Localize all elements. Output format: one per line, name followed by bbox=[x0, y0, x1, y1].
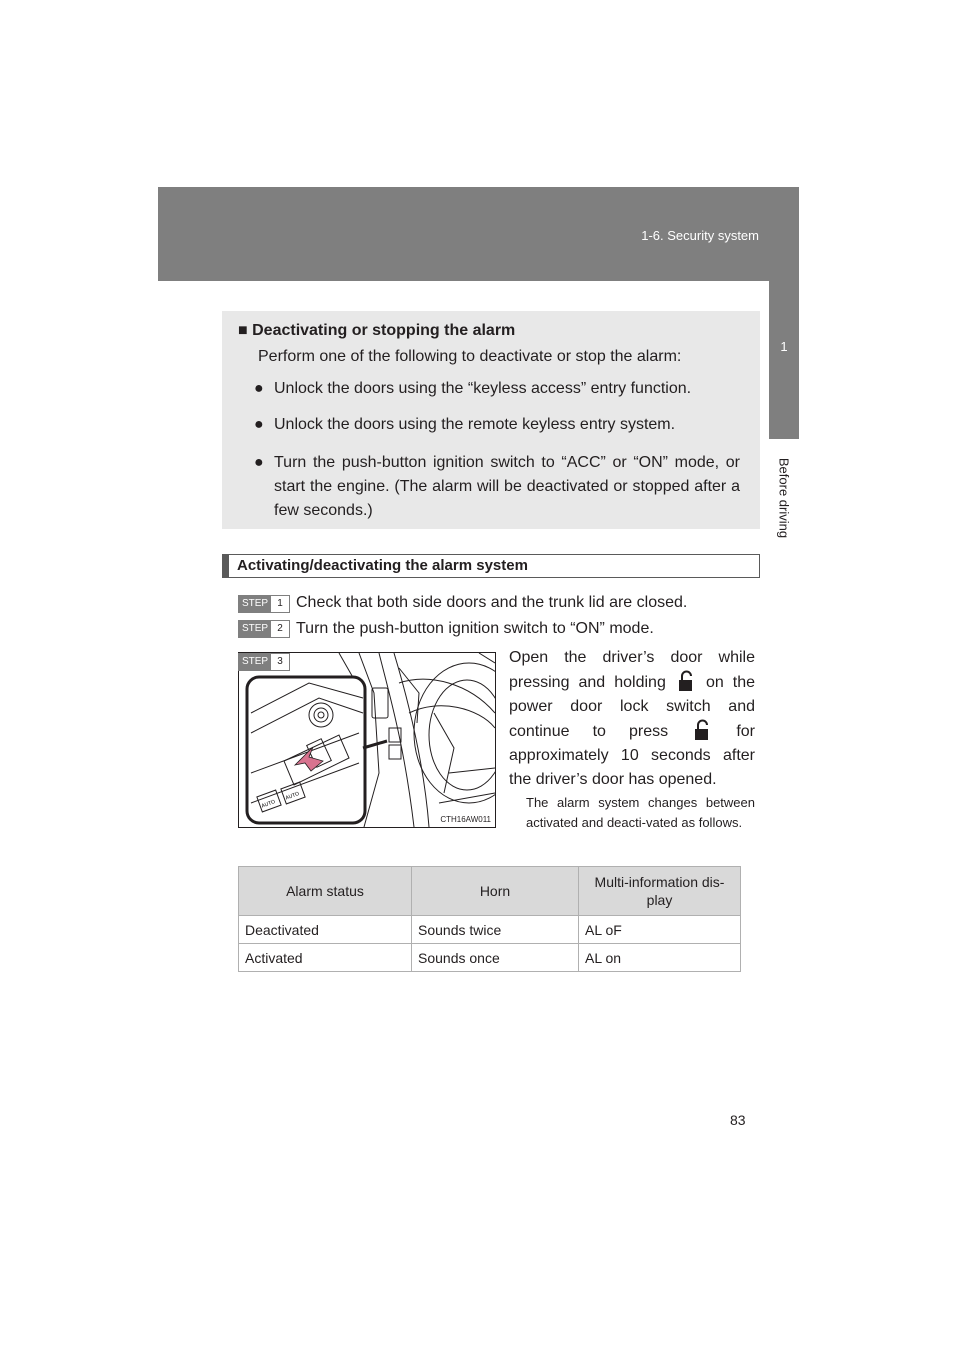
table-row bbox=[239, 916, 741, 944]
column-header: Multi-information dis-play bbox=[579, 867, 741, 916]
step-3-text-c: for approximately 10 seconds after the driver’s door has opened. bbox=[509, 723, 755, 788]
step-2-text: Turn the push-button ignition switch to “ON” mode. bbox=[296, 620, 654, 637]
step-3-text-b: on the power door lock switch and continue to press bbox=[509, 674, 756, 740]
step-number: 2 bbox=[277, 623, 283, 634]
chapter-side-label bbox=[771, 453, 797, 543]
step-badge-1 bbox=[238, 595, 290, 613]
door-panel-drawing bbox=[239, 653, 495, 827]
info-box-title: ■ Deactivating or stopping the alarm bbox=[238, 322, 516, 339]
section-title: 1-6. Security system bbox=[641, 228, 759, 243]
table-cell: Deactivated bbox=[239, 916, 412, 944]
step-badge-3 bbox=[238, 653, 290, 671]
table-cell: Activated bbox=[239, 944, 412, 972]
column-header: Alarm status bbox=[239, 867, 412, 916]
page-number: 83 bbox=[730, 1112, 746, 1128]
heading-tab bbox=[223, 555, 229, 577]
bullet-text: Unlock the doors using the “keyless access” entry function. bbox=[274, 380, 692, 397]
header-bar bbox=[158, 187, 799, 281]
table-cell: Sounds twice bbox=[412, 916, 579, 944]
unlock-icon bbox=[694, 719, 710, 741]
table-cell: Sounds once bbox=[412, 944, 579, 972]
step-label: STEP bbox=[239, 654, 271, 670]
info-box-intro: Perform one of the following to deactivate or stop the alarm: bbox=[258, 348, 682, 365]
table-header-row bbox=[239, 867, 741, 916]
step-badge-2 bbox=[238, 620, 290, 638]
step-1-text: Check that both side doors and the trunk lid are closed. bbox=[296, 594, 688, 611]
bullet-icon: ● bbox=[254, 454, 264, 471]
note-text: The alarm system changes between activated and deacti-vated as follows. bbox=[526, 795, 755, 830]
step-3-text-a: Open the driver’s door while pressing and holding bbox=[509, 649, 755, 691]
section-heading-text: Activating/deactivating the alarm system bbox=[237, 557, 528, 574]
step-label: STEP bbox=[239, 621, 271, 637]
chapter-tab bbox=[769, 281, 799, 439]
chapter-label-text: Before driving bbox=[776, 457, 792, 539]
door-switch-illustration bbox=[238, 652, 496, 828]
chapter-number: 1 bbox=[780, 339, 788, 354]
bullet-text: Turn the push-button ignition switch to “ACC” or “ON” mode, or start the engine. (The alarm will be deactivated or stopped after a few seconds.) bbox=[274, 454, 740, 519]
step-label: STEP bbox=[239, 596, 271, 612]
info-box bbox=[222, 311, 760, 529]
bullet-icon: ● bbox=[254, 380, 264, 397]
column-header: Horn bbox=[412, 867, 579, 916]
step-number: 3 bbox=[277, 656, 283, 667]
step-3-text bbox=[509, 646, 755, 792]
alarm-status-table bbox=[238, 866, 741, 972]
section-heading bbox=[222, 554, 760, 578]
bullet-icon: ● bbox=[254, 416, 264, 433]
step-number: 1 bbox=[277, 598, 283, 609]
switch-label: AUTO bbox=[260, 799, 277, 810]
figure-code: CTH16AW011 bbox=[440, 815, 491, 824]
unlock-icon bbox=[678, 670, 694, 692]
bullet-text: Unlock the doors using the remote keyless entry system. bbox=[274, 416, 676, 433]
table-cell: AL oF bbox=[579, 916, 741, 944]
table-row bbox=[239, 944, 741, 972]
table-cell: AL on bbox=[579, 944, 741, 972]
switch-label: AUTO bbox=[284, 791, 301, 802]
